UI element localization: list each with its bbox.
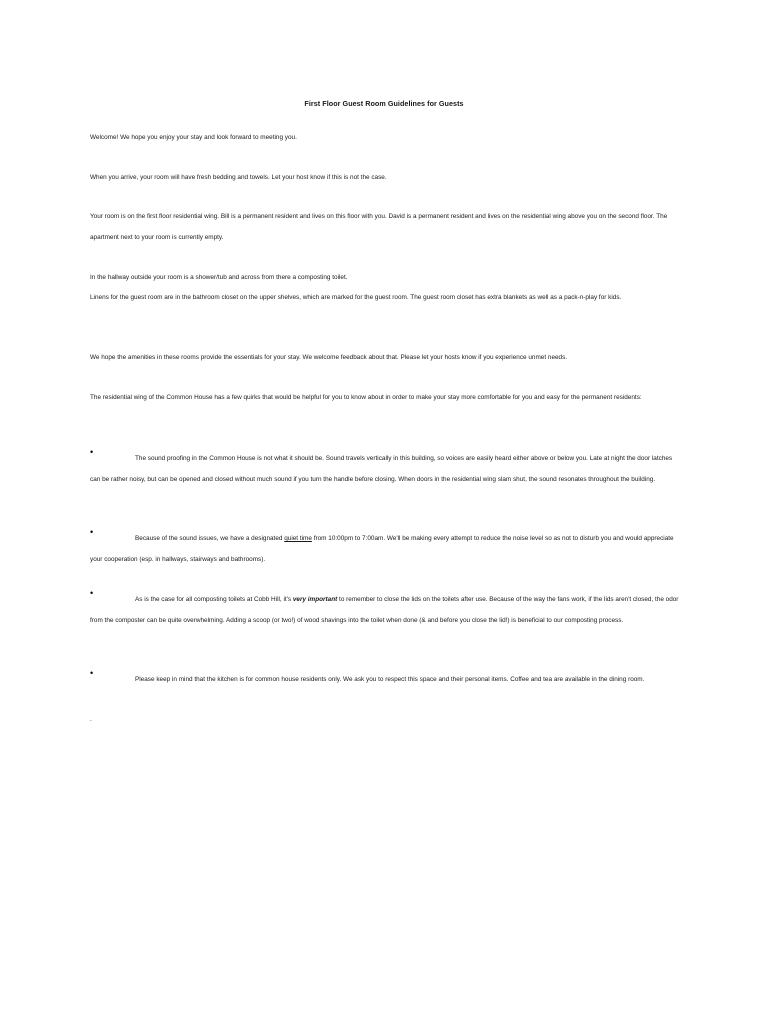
bullet-text: Please keep in mind that the kitchen is for common house residents only. We ask you to respect this space and their personal items. Coffee and tea are available in the dining room. [135,676,645,683]
document-title: First Floor Guest Room Guidelines for Guests [304,99,464,108]
bullet-text [90,590,680,632]
bullet-icon: • [90,447,94,457]
bullet-icon: • [90,668,94,678]
linens-line: Linens for the guest room are in the bathroom closet on the upper shelves, which are marked for the guest room. The guest room closet has extra blankets as well as a pack-n-play for kids. [90,294,622,302]
trailing-mark: . [90,716,92,723]
bullet-sound-proofing [90,449,680,491]
toilet-lead: As is the case for all composting toilets at Cobb Hill, it's [135,596,293,603]
toilet-rest: to remember to close the lids on the toilets after use. Because of the way the fans work, if the lids aren't closed, the odor from the composter can be quite overwhelming. Adding a scoop (or two!) of wood shavings into the toilet when done (& and before you close the lid!) is beneficial to our composting process. [90,596,679,624]
quiet-time-lead: Because of the sound issues, we have a designated [135,535,285,542]
room-paragraph: Your room is on the first floor residential wing. Bill is a permanent resident and lives on this floor with you. David is a permanent resident and lives on the residential wing above you on the second floor. The apartment next to your room is currently empty. [90,213,668,241]
bullet-kitchen [90,670,680,691]
arrival-paragraph: When you arrive, your room will have fresh bedding and towels. Let your host know if this is not the case. [90,174,387,181]
hallway-line: In the hallway outside your room is a shower/tub and across from there a composting toilet. [90,274,348,281]
very-important-emphasis: very important [292,596,338,603]
bullet-text [90,529,680,571]
bullet-icon: • [90,527,94,537]
bullet-quiet-time [90,529,680,571]
welcome-paragraph: Welcome! We hope you enjoy your stay and look forward to meeting you. [90,134,297,141]
bullet-text: The sound proofing in the Common House is not what it should be. Sound travels vertically in this building, so voices are easily heard either above or below you. Late at night the door latches can be rather noisy, but can be opened and closed without much sound if you turn the handle before closing. When doors in the residential wing slam shut, the sound resonates throughout the building. [90,455,673,483]
bullet-icon: • [90,588,94,598]
quirks-paragraph: The residential wing of the Common House has a few quirks that would be helpful for you to know about in order to make your stay more comfortable for you and easy for the permanent residents: [90,394,642,401]
bullet-composting-toilets [90,590,680,632]
amenities-paragraph: We hope the amenities in these rooms provide the essentials for your stay. We welcome feedback about that. Please let your hosts know if you experience unmet needs. [90,354,568,361]
quiet-time-emphasis: quiet time [284,535,312,542]
hallway-paragraph [90,268,680,309]
quiet-time-rest: from 10:00pm to 7:00am. We'll be making every attempt to reduce the noise level so as not to disturb you and would appreciate your cooperation (esp. in hallways, stairways and bathrooms). [90,535,674,563]
